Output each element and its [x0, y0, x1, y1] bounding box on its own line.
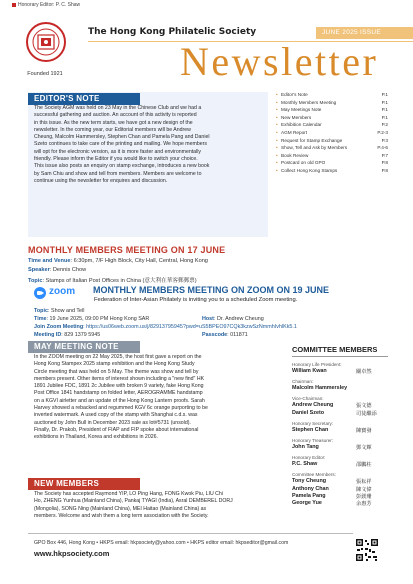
committee-divider	[292, 356, 388, 357]
committee-role: Chairman:	[292, 379, 314, 385]
text-line: In the ZOOM meeting on 22 May 2025, the host first gave a report on the	[34, 354, 202, 360]
new-members-heading: NEW MEMBERS	[28, 478, 140, 490]
text-line: The Society AGM was held on 23 May in the Chinese Club and we had a	[34, 105, 202, 111]
text-line: successful gathering and auction. An account of this activity is reported	[34, 112, 197, 119]
text-line: in this issue. As the new term starts, we have got a new design of the	[34, 119, 193, 126]
toc-title: Editor's Note	[281, 92, 308, 97]
committee-member-chinese-name: 張文德	[356, 403, 372, 410]
toc-page: P.1	[381, 107, 388, 113]
toc-page: P.3	[381, 137, 388, 143]
toc-item[interactable]	[276, 115, 388, 123]
masthead-title: Newsletter	[180, 39, 379, 84]
committee-role: Honorary Editor:	[292, 455, 326, 461]
zoom-wordmark: zoom	[49, 286, 76, 297]
committee-member-name: William Kwan	[292, 368, 327, 374]
zoom-time: Time: 19 June 2025, 09:00 PM Hong Kong SAR	[34, 316, 150, 322]
footer-rule	[28, 533, 353, 534]
text-line: on a KGVI airletter and an update of the Hong Kong Lantern proofs. Sarah	[34, 397, 205, 404]
committee-member-chinese-name: 司徒繼添	[356, 410, 377, 417]
top-bar	[0, 0, 413, 12]
bullet-icon: •	[276, 129, 278, 135]
society-name: The Hong Kong Philatelic Society	[88, 27, 257, 37]
toc-page: P.1	[381, 114, 388, 120]
committee-members	[290, 341, 394, 541]
text-line: (Mongolia), SONG Ning (Mainland China), MEI Haitao (Mainland China) as	[34, 505, 207, 512]
text-line: exhibitions in Thailand, Korea and exhibitions in 2026.	[34, 434, 158, 441]
toc-item[interactable]	[276, 92, 388, 100]
text-line: members present. Other items of interest shown including a "new find" HK	[34, 375, 205, 382]
text-line: auctioned by John Bull in December 2023 sale as lot#5731 (unsold).	[34, 419, 191, 426]
toc-item[interactable]	[276, 168, 388, 176]
toc-page: P.1	[381, 92, 388, 97]
committee-title: COMMITTEE MEMBERS	[292, 345, 378, 354]
committee-role: Honorary Secretary:	[292, 420, 334, 426]
toc-title: New Members	[281, 114, 312, 120]
meeting-time-venue: Time and Venue: 6:30pm, 7/F High Block, City Hall, Central, Hong Kong	[28, 258, 208, 264]
text-line: 1891 Jubilee FDC, 1891 2c Jubilee with broken 9 variety, fake Hong Kong	[34, 383, 204, 390]
bullet-icon: •	[276, 145, 278, 151]
toc-item[interactable]	[276, 107, 388, 115]
committee-member-name: Malcolm Hammersley	[292, 385, 348, 392]
zoom-logo	[34, 286, 86, 300]
zoom-host: Host: Dr. Andrew Cheung	[202, 316, 264, 322]
qr-code-icon[interactable]	[355, 538, 379, 562]
text-line: This issue also posts an enquiry on stamp exchange, introduces a new book	[34, 163, 210, 170]
committee-member-chinese-name: 陳文偉	[356, 486, 372, 493]
committee-member-name: Tony Cheung	[292, 478, 327, 485]
text-line: The Society has accepted Raymond YIP, LO Ping Hang, FONG Kwok Piu, LIU Chi	[34, 491, 223, 497]
bullet-icon: •	[276, 92, 278, 97]
text-line: Cheung, Malcolm Hammersley, Stephen Chan and Pamela Pang and Daniel	[34, 134, 210, 141]
bullet-icon: •	[276, 167, 278, 173]
toc-title: May Meetings Note	[281, 107, 322, 113]
video-camera-icon	[34, 287, 46, 299]
meeting-june-17	[28, 245, 388, 255]
committee-member-chinese-name: 余惠芳	[356, 501, 372, 507]
zoom-meeting-subtitle: Federation of Inter-Asian Philately is inviting you to a scheduled Zoom meeting.	[94, 297, 298, 303]
committee-member-chinese-name: 彭鎂珊	[356, 493, 372, 500]
zoom-join-link[interactable]: Join Zoom Meeting: https://us06web.zoom.us/j/82913795945?pwd=uS5BPEO97CQk3kzwSzNmmhIvhlKk5.1	[34, 324, 297, 330]
toc-page: P.7	[381, 152, 388, 158]
text-line: newsletter. In the coming year, our Editorial members will be Andrew	[34, 126, 191, 133]
footer-website[interactable]: www.hkpsociety.com	[34, 549, 110, 558]
committee-role: Committee Members:	[292, 472, 336, 478]
toc-item[interactable]	[276, 130, 388, 138]
issue-band	[316, 27, 413, 39]
committee-member-name: P.C. Shaw	[292, 461, 318, 468]
toc-title: Show, Tell and Ask by Members	[281, 145, 348, 151]
text-line: Harvey showed a rebacked and regummed KGV 6c orange purporting to be	[34, 405, 208, 412]
text-line: Finally, Dr. Prakob, President of FIAP and FIP spoke about international	[34, 426, 199, 433]
text-line: continue using the newsletter for enquires and discussion.	[34, 177, 168, 184]
committee-member-name: John Tang	[292, 444, 319, 450]
toc-item[interactable]	[276, 153, 388, 161]
issue-label: JUNE 2025 ISSUE	[322, 29, 382, 36]
toc-item[interactable]	[276, 100, 388, 108]
zoom-meeting-title: MONTHLY MEMBERS MEETING ON ZOOM ON 19 JUNE	[93, 285, 330, 295]
toc-page: P.2	[381, 122, 388, 128]
bullet-icon: •	[276, 99, 278, 105]
bullet-icon: •	[276, 107, 278, 113]
may-meeting-heading: MAY MEETING NOTE	[28, 341, 140, 353]
committee-member-chinese-name: 張耘祥	[356, 479, 372, 486]
toc-item[interactable]	[276, 160, 388, 168]
committee-member-chinese-name: 邵鵬柱	[356, 462, 372, 469]
text-line: Circle meeting that was held on 5 May. The theme was show and tell by	[34, 368, 199, 375]
footer-contact: GPO Box 446, Hong Kong • HKPS email: hkpsociety@yahoo.com • HKPS editor email: hkpseditor@gmail.com	[34, 540, 289, 546]
toc-title: Collect Hong Kong Stamps	[281, 167, 338, 173]
bullet-icon: •	[276, 122, 278, 128]
bullet-icon: •	[276, 160, 278, 166]
committee-member-chinese-name: 關卓然	[356, 369, 372, 375]
toc-title: Monthly Members Meeting	[281, 99, 337, 105]
meeting-speaker: Speaker: Dennis Chow	[28, 267, 87, 273]
committee-member-name: Daniel Szeto	[292, 409, 325, 416]
committee-member-chinese-name: 鄧文輝	[356, 445, 372, 451]
flag-mark-icon	[12, 3, 16, 7]
toc-page: P.2-3	[377, 129, 388, 135]
founded-year: Founded 1921	[27, 71, 63, 77]
toc-page: P.1	[381, 99, 388, 105]
toc-item[interactable]	[276, 145, 388, 153]
toc-title: Request for Stamp Exchange	[281, 137, 343, 143]
text-line: by Sam Chiu and show and tell from members. Members are welcome to	[34, 170, 202, 177]
zoom-meeting-id: Meeting ID: 829 1379 5945	[34, 332, 101, 338]
text-line: Hong Kong Stampex 2025 stamp exhibition and the Hong Kong Study	[34, 361, 195, 368]
bullet-icon: •	[276, 114, 278, 120]
committee-member-name: George Yue	[292, 500, 322, 506]
bullet-icon: •	[276, 137, 278, 143]
committee-member-chinese-name: 陳寶發	[356, 427, 372, 434]
editors-note-text	[34, 105, 262, 185]
committee-role: Honorary Treasurer:	[292, 438, 334, 443]
bullet-icon: •	[276, 152, 278, 158]
toc-title: Book Review	[281, 152, 309, 158]
zoom-passcode: Passcode: 011871	[202, 332, 248, 338]
new-members-text	[34, 491, 268, 520]
may-meeting-text	[34, 354, 268, 442]
committee-role: Vice-Chairman:	[292, 396, 324, 402]
text-line: will opt for the electronic version, as it is more faster and environmentally	[34, 148, 201, 155]
meeting-june-17-title: MONTHLY MEMBERS MEETING ON 17 JUNE	[28, 245, 226, 255]
toc-title: Exhibition Calendar	[281, 122, 322, 128]
toc-item[interactable]	[276, 122, 388, 130]
committee-member-name: Anthony Chan	[292, 485, 329, 492]
editors-note-heading: EDITOR'S NOTE	[28, 93, 140, 105]
text-line: friendly. Please inform the Editor if you would like to switch your choice.	[34, 156, 198, 163]
committee-role: Honorary Life President:	[292, 362, 342, 367]
committee-member-name: Andrew Cheung	[292, 402, 334, 409]
meeting-topic: Topic: Stamps of Italian Post Offices in China (意大利在華客郵郵票)	[28, 278, 197, 284]
zoom-topic: Topic: Show and Tell	[34, 308, 85, 314]
committee-member-name: Stephen Chan	[292, 426, 329, 433]
text-line: Post Office 1841 handstamp on folded letter, AEROGRAMME handstamp	[34, 390, 203, 397]
toc-item[interactable]	[276, 138, 388, 146]
toc-page: P.8	[381, 167, 388, 173]
honorary-editor-label: Honorary Editor: P. C. Shaw	[18, 2, 81, 8]
toc-page: P.8	[381, 160, 388, 166]
society-seal-icon	[26, 22, 66, 62]
toc-title: Postcard on old GPO	[281, 160, 326, 166]
committee-member-name: Pamela Pang	[292, 492, 326, 499]
text-line: Szeto continues to take care of the printing and mailing. We hope members	[34, 141, 207, 148]
toc-page: P.4-6	[377, 145, 388, 151]
toc-title: AGM Report	[281, 129, 308, 135]
text-line: inverted watermark. A used copy of the stamp with Shanghai c.d.s. was	[34, 412, 198, 419]
text-line: Ho, ZHENG Yunhua (Mainland China), Pankaj TYAGI (India), Asral DEMBEREL DORJ	[34, 498, 233, 505]
text-line: members. Welcome and wish them a long term association with the Society.	[34, 512, 209, 519]
table-of-contents	[276, 92, 388, 176]
